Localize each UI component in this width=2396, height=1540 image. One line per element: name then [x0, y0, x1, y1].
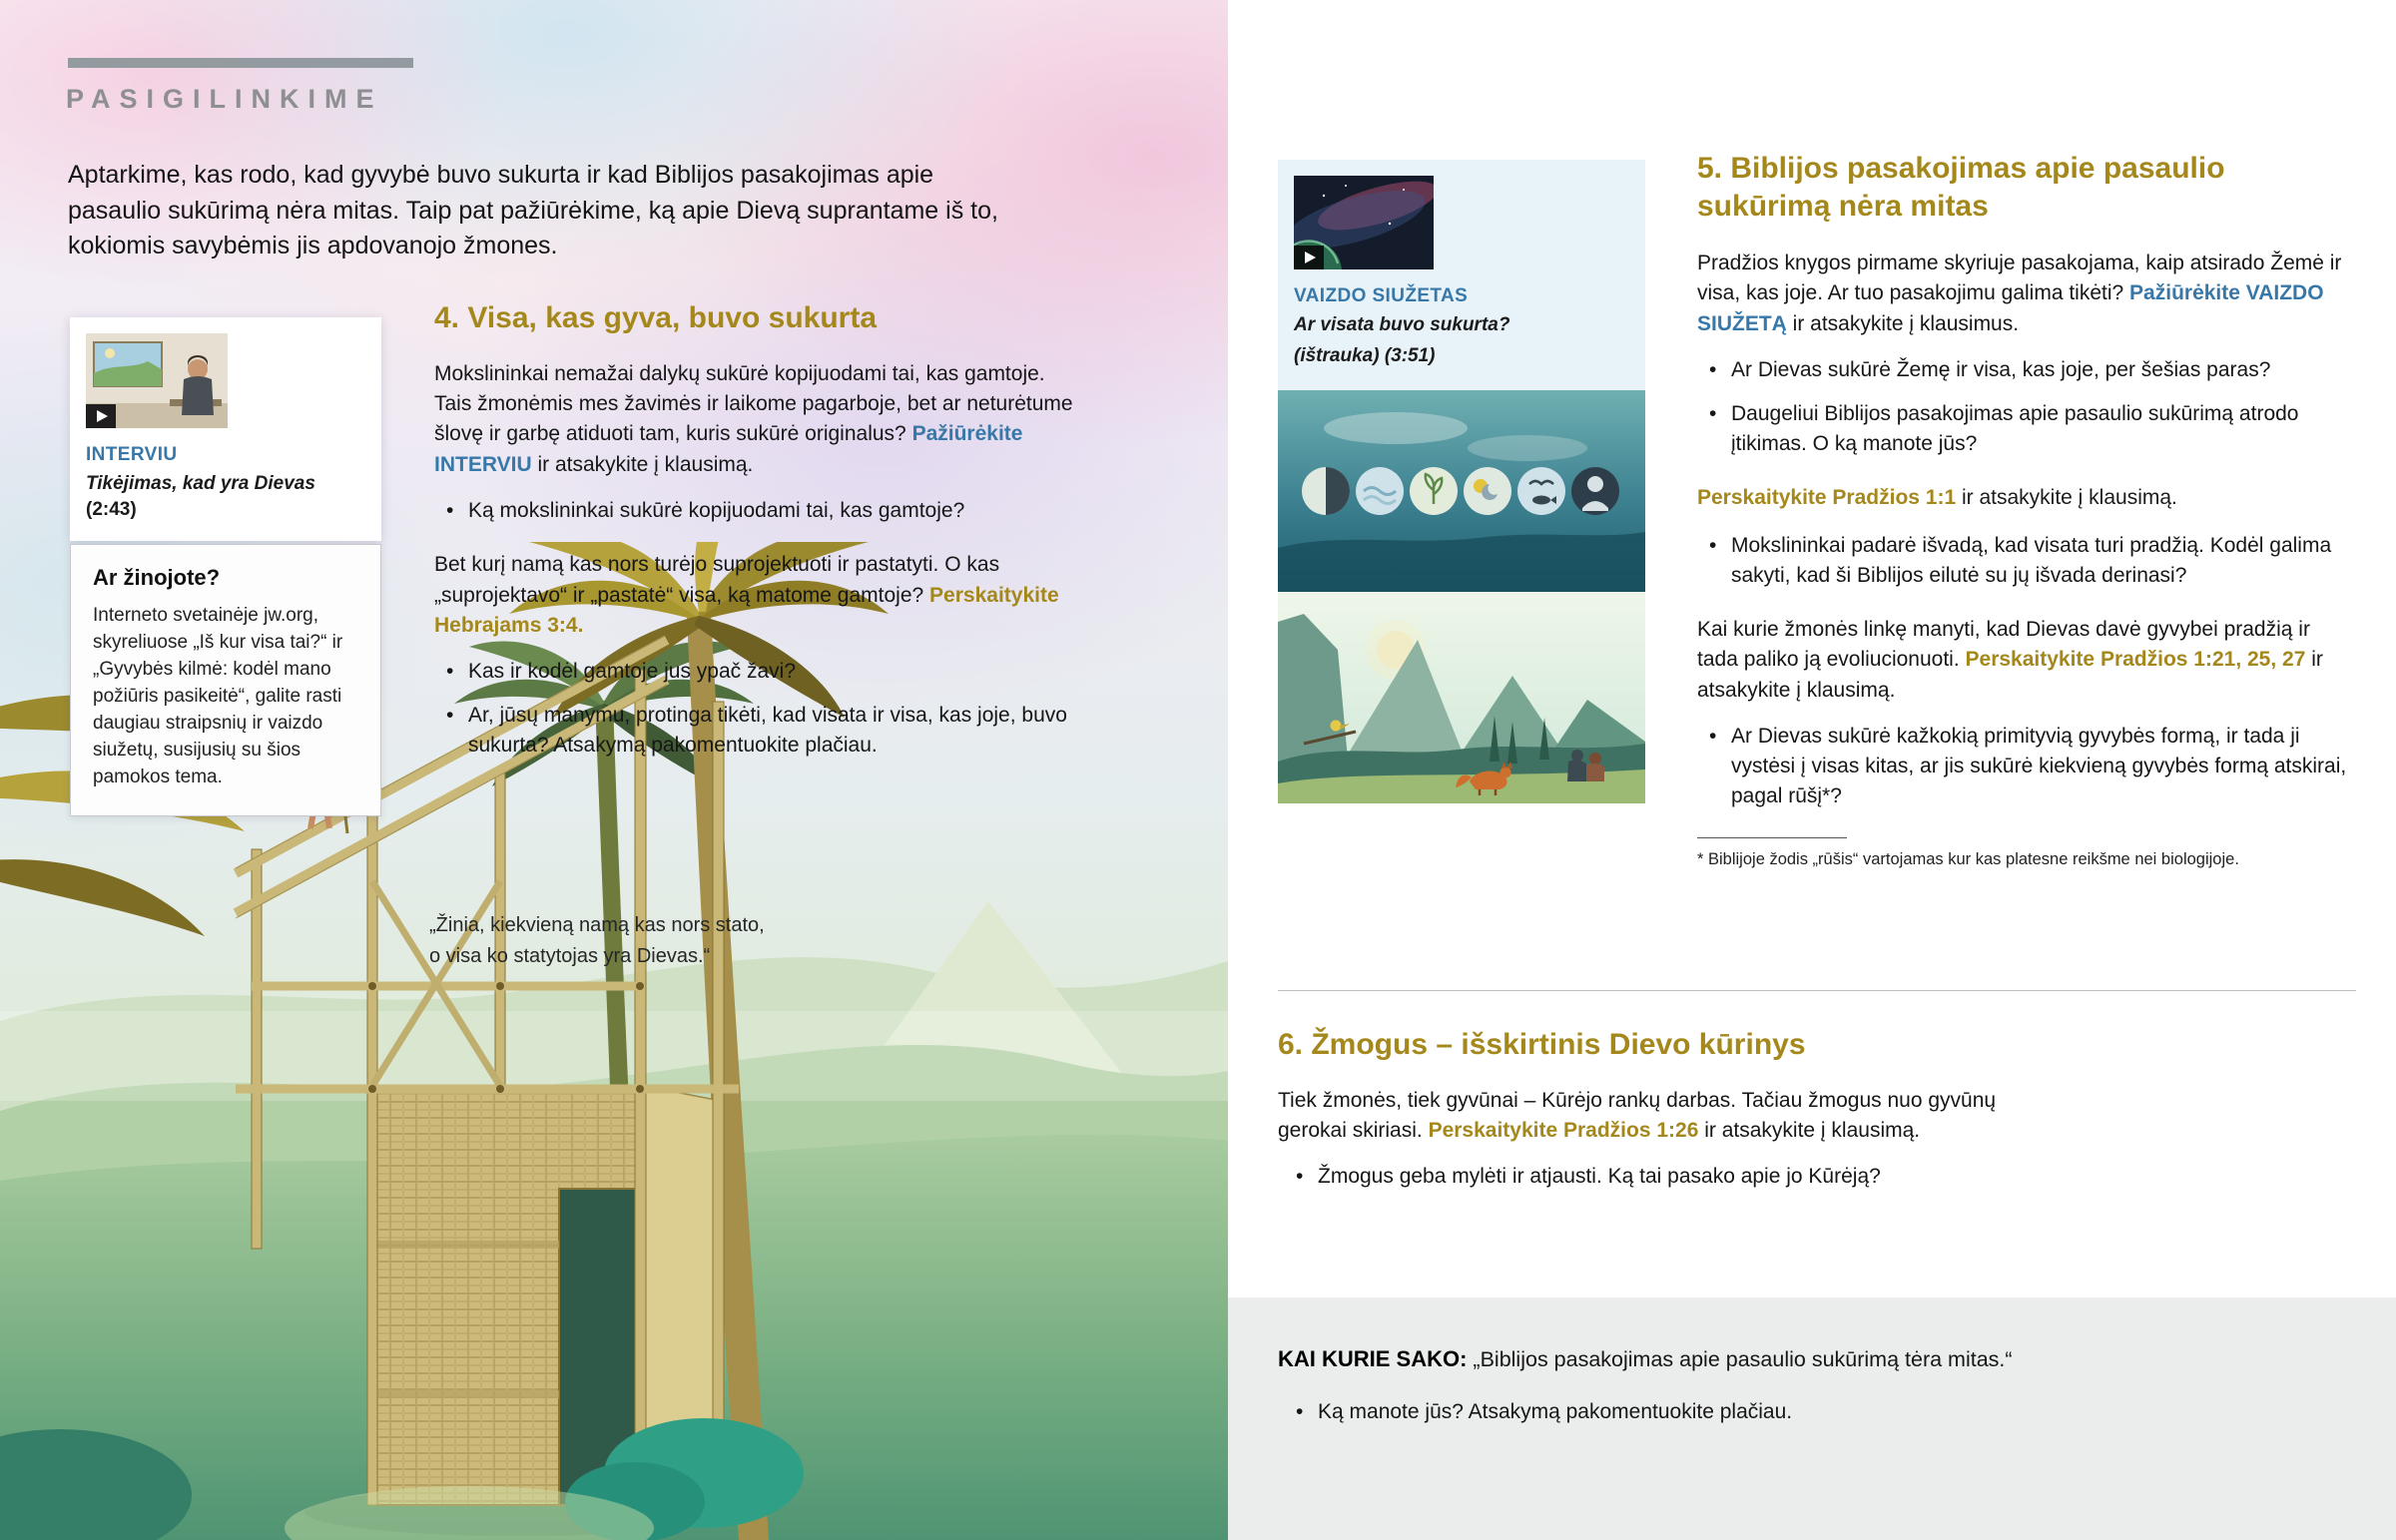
- read-genesis-126-link[interactable]: Perskaitykite Pradžios 1:26: [1428, 1118, 1699, 1142]
- paragraph-text: ir atsakykite į klausimą.: [531, 452, 754, 476]
- section-5-heading: 5. Biblijos pasakojimas apie pasaulio sukūrimą nėra mitas: [1697, 152, 2225, 223]
- scripture-quote: [429, 910, 765, 972]
- paragraph-text: ir atsakykite į klausimą.: [1956, 485, 2177, 509]
- some-say-questions: [1294, 1397, 2316, 1427]
- section-6-heading: 6. Žmogus – išskirtinis Dievo kūrinys: [1278, 1028, 1806, 1061]
- watch-interview-link[interactable]: Pažiūrėkite INTERVIU: [434, 422, 1023, 476]
- section-4-paragraph-2: [434, 550, 1073, 641]
- section-6-questions: [1294, 1162, 2216, 1192]
- video-column: [1278, 160, 1645, 803]
- read-hebrews-link[interactable]: Perskaitykite Hebrajams 3:4.: [434, 583, 1059, 637]
- creation-days-poster: [1278, 390, 1645, 592]
- question-item: • Ką manote jūs? Atsakymą pakomentuokite plačiau.: [1294, 1397, 2316, 1427]
- section-5-questions-3: [1707, 722, 2348, 810]
- know-box-body: Interneto svetainėje jw.org, skyreliuose „Iš kur visa tai?“ ir „Gyvybės kilmė: kodėl mano požiūris pasikeitė“, galite rasti daugiau straipsnių ir vaizdo siužetų, susijusių su šios pamokos tema.: [93, 605, 343, 787]
- video-duration: (3:51): [1384, 344, 1436, 366]
- video-subtitle: (ištrauka): [1294, 344, 1380, 366]
- section-5-paragraph-1: [1697, 249, 2348, 339]
- section-5: [1697, 150, 2348, 871]
- universe-video-card[interactable]: [1278, 160, 1645, 390]
- kicker-heading: PASIGILINKIME: [66, 84, 383, 114]
- watch-video-link[interactable]: Pažiūrėkite VAIZDO SIUŽETĄ: [1697, 281, 2324, 335]
- paragraph-text: Bet kurį namą kas nors turėjo suprojektuoti ir pastatyti. O kas „suprojektavo“ ir „pastatė“ visa, ką matome gamtoje?: [434, 553, 1000, 607]
- know-box-title: Ar žinojote?: [93, 565, 221, 590]
- section-rule: [68, 58, 413, 68]
- read-genesis-121-link[interactable]: Perskaitykite Pradžios 1:21, 25, 27: [1965, 648, 2306, 672]
- question-item: • Ar Dievas sukūrė Žemę ir visa, kas joje, per šešias paras?: [1707, 355, 2348, 385]
- video-subtitle-line: [1294, 344, 1629, 369]
- interview-video-card[interactable]: [70, 317, 381, 541]
- question-item: • Kas ir kodėl gamtoje jus ypač žavi?: [444, 657, 1073, 687]
- video-label: VAIZDO SIUŽETAS: [1294, 285, 1469, 306]
- interview-thumbnail[interactable]: [86, 333, 228, 428]
- question-item: • Ar, jūsų manymu, protinga tikėti, kad visata ir visa, kas joje, buvo sukurta? Atsakymą pakomentuokite plačiau.: [444, 701, 1073, 761]
- universe-thumbnail[interactable]: [1294, 176, 1434, 269]
- video-duration: (2:43): [86, 498, 137, 520]
- section-5-questions: [1707, 355, 2348, 458]
- section-4-paragraph-1: [434, 359, 1073, 481]
- paragraph-text: ir atsakykite į klausimus.: [1786, 311, 2020, 335]
- paragraph-text: ir atsakykite į klausimą.: [1697, 648, 2323, 702]
- intro-paragraph: Aptarkime, kas rodo, kad gyvybė buvo sukurta ir kad Biblijos pasakojimas apie pasaulio sukūrimą nėra mitas. Taip pat pažiūrėkime, ką apie Dievą suprantame iš to, kokiomis savybėmis jis apdovanojo žmones.: [68, 161, 998, 259]
- some-say-line: [1278, 1343, 2316, 1375]
- quote-line: „Žinia, kiekvieną namą kas nors stato,: [429, 914, 765, 936]
- video-title: Tikėjimas, kad yra Dievas: [86, 473, 315, 494]
- footnote-rule: [1697, 837, 1847, 838]
- question-item: • Ką mokslininkai sukūrė kopijuodami tai, kas gamtoje?: [444, 496, 1073, 526]
- nature-illustration: [1278, 592, 1645, 803]
- video-label: INTERVIU: [86, 444, 178, 465]
- section-4: [434, 299, 1073, 784]
- question-item: • Ar Dievas sukūrė kažkokią primityvią gyvybės formą, ir tada ji vystėsi į visas kitas, ar jis sukūrė kiekvieną gyvybės formą atskirai, pagal rūšį*?: [1707, 722, 2348, 810]
- paragraph-text: Pradžios knygos pirmame skyriuje pasakojama, kaip atsirado Žemė ir visa, kas joje. Ar tuo pasakojimu galima tikėti?: [1697, 252, 2342, 305]
- paragraph-text: Mokslininkai nemažai dalykų sukūrė kopijuodami tai, kas gamtoje. Tais žmonėmis mes žavimės ir laikome pagarboje, bet ar neturėtume šlovę ir garbę atiduoti tam, kuris sukūrė originalus?: [434, 361, 1073, 446]
- question-item: • Žmogus geba mylėti ir atjausti. Ką tai pasako apie jo Kūrėją?: [1294, 1162, 2216, 1192]
- section-6: [1278, 1026, 2216, 1216]
- some-say-box: [1228, 1297, 2396, 1540]
- paragraph-text: ir atsakykite į klausimą.: [1698, 1118, 1921, 1142]
- section-6-paragraph: [1278, 1086, 2047, 1147]
- some-say-label: KAI KURIE SAKO:: [1278, 1346, 1468, 1371]
- play-icon: [1294, 246, 1324, 269]
- section-4-questions: [444, 496, 1073, 526]
- question-item: • Daugeliui Biblijos pasakojimas apie pasaulio sukūrimą atrodo įtikimas. O ką manote jūs?: [1707, 399, 2348, 459]
- play-icon: [86, 404, 116, 428]
- question-item: • Mokslininkai padarė išvadą, kad visata turi pradžią. Kodėl galima sakyti, kad ši Biblijos eilutė su jų išvada derinasi?: [1707, 531, 2348, 591]
- section-divider: [1278, 990, 2356, 991]
- section-5-questions-2: [1707, 531, 2348, 591]
- section-4-questions-2: [444, 657, 1073, 760]
- right-page: [1228, 0, 2396, 1540]
- paragraph-text: Tiek žmonės, tiek gyvūnai – Kūrėjo rankų darbas. Tačiau žmogus nuo gyvūnų gerokai skiriasi.: [1278, 1088, 1997, 1142]
- paragraph-text: Kai kurie žmonės linkę manyti, kad Dievas davė gyvybei pradžią ir tada paliko ją evoliucionuoti.: [1697, 617, 2310, 672]
- quote-line: o visa ko statytojas yra Dievas.“: [429, 945, 711, 967]
- section-4-heading: 4. Visa, kas gyva, buvo sukurta: [434, 301, 877, 334]
- some-say-quote: „Biblijos pasakojimas apie pasaulio sukūrimą tėra mitas.“: [1467, 1347, 2013, 1371]
- section-5-paragraph-2: [1697, 615, 2348, 706]
- did-you-know-box: [70, 544, 381, 816]
- read-genesis-1-1-link[interactable]: Perskaitykite Pradžios 1:1: [1697, 485, 1957, 509]
- read-genesis-1-1-line: [1697, 483, 2348, 513]
- footnote-text: * Biblijoje žodis „rūšis“ vartojamas kur kas platesne reikšme nei biologijoje.: [1697, 849, 2239, 868]
- video-title: Ar visata buvo sukurta?: [1294, 314, 1510, 335]
